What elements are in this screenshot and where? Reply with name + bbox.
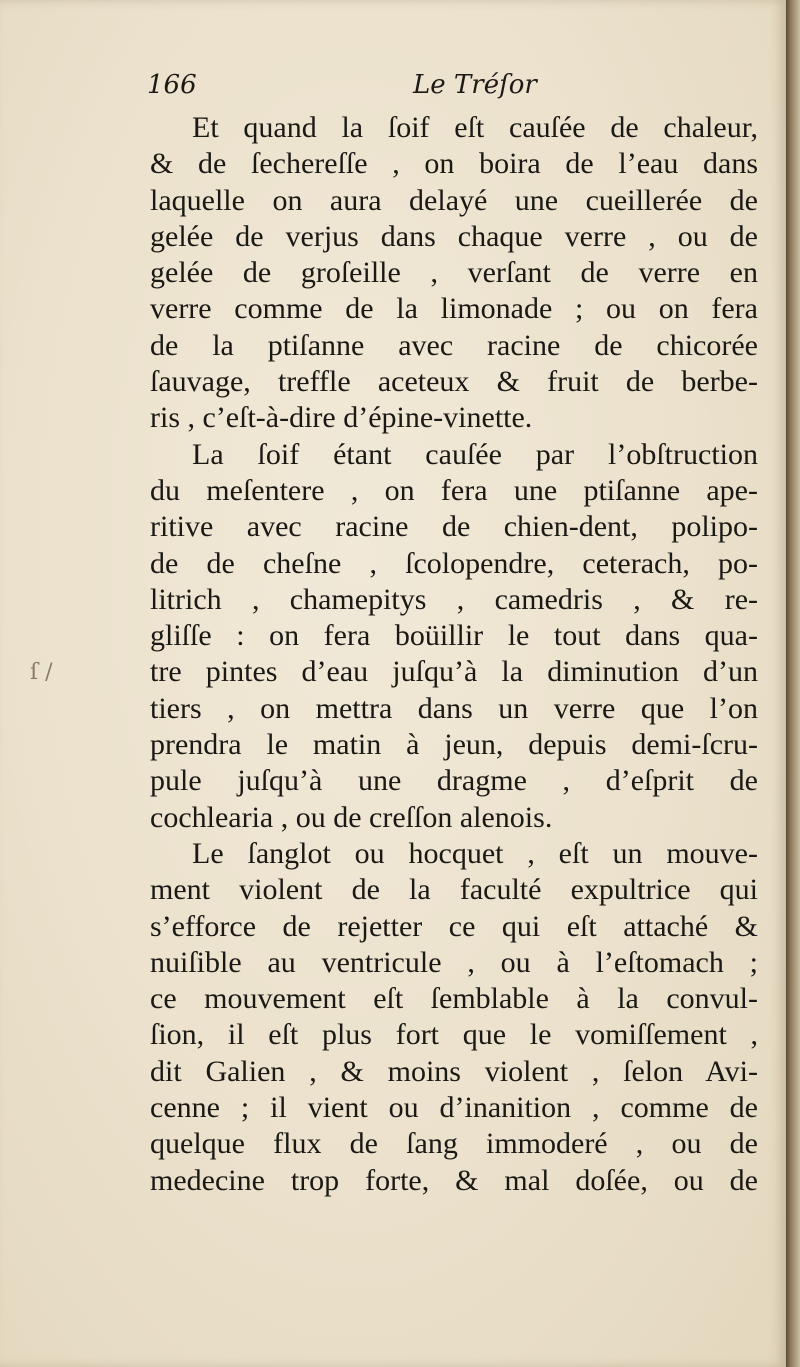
text-line: litrich , chamepitys , camedris , & re-	[150, 582, 758, 616]
text-line: gliſſe : on fera boüillir le tout dans qua-	[150, 619, 758, 653]
text-line: ce mouvement eſt ſemblable à la convul-	[150, 982, 758, 1016]
text-line: du meſentere , on fera une ptiſanne ape-	[150, 473, 758, 507]
margin-ink-mark: ſ /	[30, 660, 53, 685]
text-line: & de ſechereſſe , on boira de l’eau dans	[150, 147, 758, 181]
text-line: ritive avec racine de chien-dent, polipo-	[150, 510, 758, 544]
text-line: cochlearia , ou de creſſon alenois.	[150, 800, 553, 834]
text-line: gelée de verjus dans chaque verre , ou de	[150, 219, 758, 253]
text-line: s’efforce de rejetter ce qui eſt attaché &	[150, 909, 758, 943]
text-line: ment violent de la faculté expultrice qui	[150, 873, 758, 907]
text-line: pule juſqu’à une dragme , d’eſprit de	[150, 764, 758, 798]
text-line: dit Galien , & moins violent , ſelon Avi-	[150, 1054, 758, 1088]
page-header	[147, 70, 567, 106]
running-title: Le Tréſor	[413, 70, 537, 100]
text-line: ſion, il eſt plus fort que le vomiſſement ,	[150, 1018, 758, 1052]
paragraph	[150, 836, 758, 1199]
text-line: verre comme de la limonade ; ou on fera	[150, 292, 758, 326]
text-line: medecine trop forte, & mal doſée, ou de	[150, 1163, 758, 1197]
text-line: laquelle on aura delayé une cueillerée de	[150, 183, 758, 217]
paragraph	[150, 437, 758, 836]
text-line: de la ptiſanne avec racine de chicorée	[150, 328, 758, 362]
text-line: de de cheſne , ſcolopendre, ceterach, po-	[150, 546, 758, 580]
text-line: ſauvage, treffle aceteux & fruit de berbe-	[150, 365, 758, 399]
text-line: Le ſanglot ou hocquet , eſt un mouve-	[192, 836, 758, 870]
text-line: tiers , on mettra dans un verre que l’on	[150, 691, 758, 725]
text-line: ris , c’eſt-à-dire d’épine-vinette.	[150, 401, 533, 435]
text-line: tre pintes d’eau juſqu’à la diminution d’un	[150, 655, 758, 689]
text-line: gelée de groſeille , verſant de verre en	[150, 256, 758, 290]
page-edge-shadow	[786, 0, 800, 1367]
text-line: La ſoif étant cauſée par l’obſtruction	[192, 437, 758, 471]
text-line: nuiſible au ventricule , ou à l’eſtomach ;	[150, 945, 758, 979]
page-number: 166	[147, 70, 197, 100]
text-line: prendra le matin à jeun, depuis demi-ſcru-	[150, 728, 758, 762]
text-line: cenne ; il vient ou d’inanition , comme de	[150, 1091, 758, 1125]
paragraph	[150, 110, 758, 437]
text-line: quelque flux de ſang immoderé , ou de	[150, 1127, 758, 1161]
text-line: Et quand la ſoif eſt cauſée de chaleur,	[192, 111, 758, 144]
body-text	[150, 110, 758, 1199]
